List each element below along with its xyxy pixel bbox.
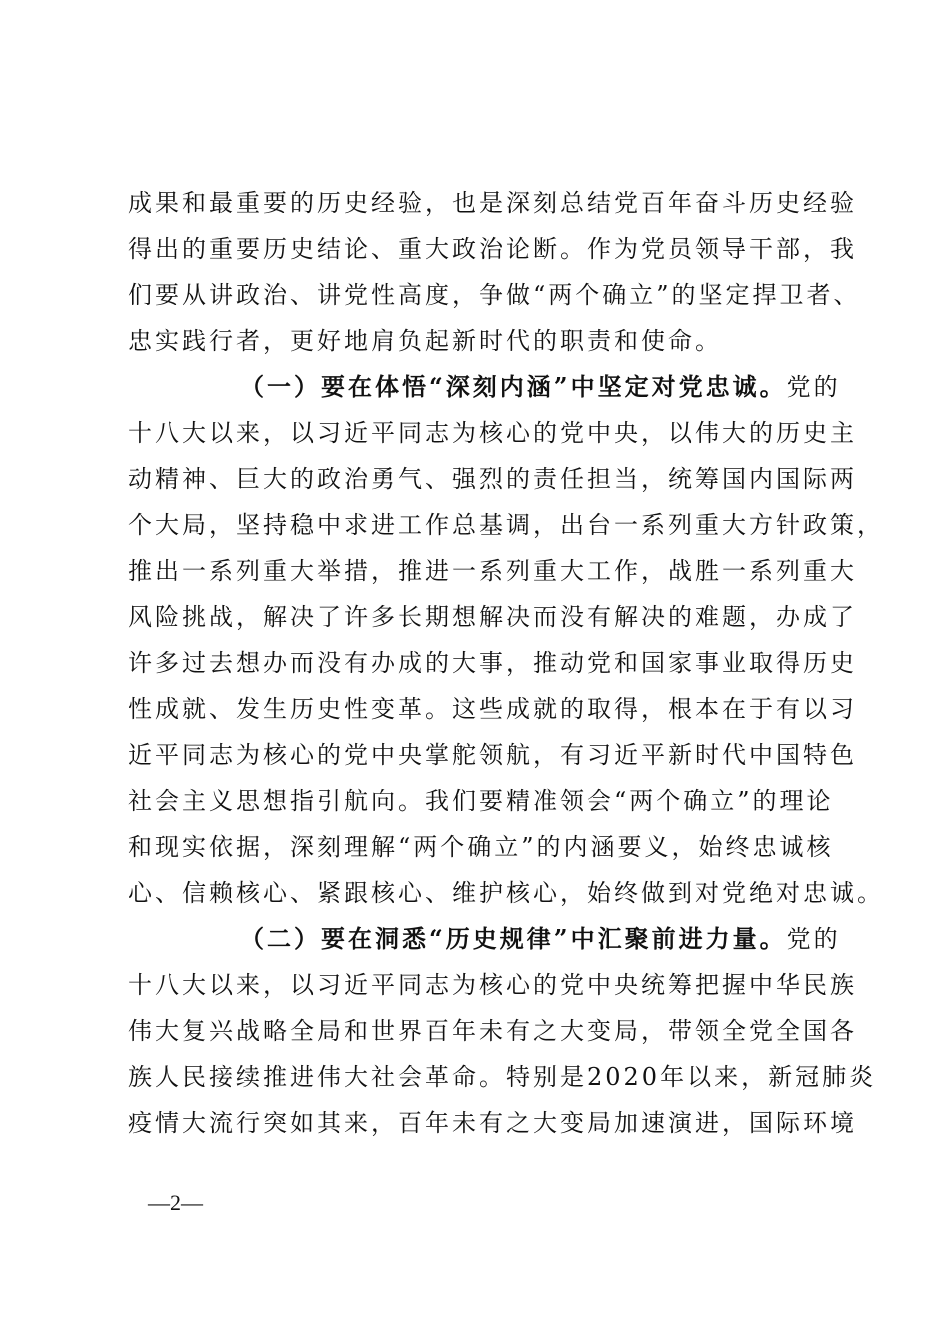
text-line: 动精神、巨大的政治勇气、强烈的责任担当，统筹国内国际两 xyxy=(128,465,857,493)
text-line: 风险挑战，解决了许多长期想解决而没有解决的难题，办成了 xyxy=(128,603,857,631)
text-line: 族人民接续推进伟大社会革命。特别是2020年以来，新冠肺炎 xyxy=(128,1063,877,1091)
text-line: 心、信赖核心、紧跟核心、维护核心，始终做到对党绝对忠诚。 xyxy=(128,879,884,907)
section-heading-line xyxy=(128,364,841,410)
text-line: 十八大以来，以习近平同志为核心的党中央统筹把握中华民族 xyxy=(128,971,857,999)
text-line: 十八大以来，以习近平同志为核心的党中央，以伟大的历史主 xyxy=(128,419,857,447)
text-line: 和现实依据，深刻理解“两个确立”的内涵要义，始终忠诚核 xyxy=(128,833,834,861)
text-line: 们要从讲政治、讲党性高度，争做“两个确立”的坚定捍卫者、 xyxy=(128,281,861,309)
text-line: 推出一系列重大举措，推进一系列重大工作，战胜一系列重大 xyxy=(128,557,857,585)
text-line: 社会主义思想指引航向。我们要精准领会“两个确立”的理论 xyxy=(128,787,834,815)
section-heading-line xyxy=(128,916,841,962)
section-heading-tail: 党的 xyxy=(786,373,841,401)
section-heading: （二）要在洞悉“历史规律”中汇聚前进力量。 xyxy=(240,924,787,953)
text-line: 得出的重要历史结论、重大政治论断。作为党员领导干部，我 xyxy=(128,235,857,263)
section-heading: （一）要在体悟“深刻内涵”中坚定对党忠诚。 xyxy=(240,372,787,401)
body-text xyxy=(128,180,884,1146)
text-line: 疫情大流行突如其来，百年未有之大变局加速演进，国际环境 xyxy=(128,1109,857,1137)
text-line: 近平同志为核心的党中央掌舵领航，有习近平新时代中国特色 xyxy=(128,741,857,769)
text-line: 成果和最重要的历史经验，也是深刻总结党百年奋斗历史经验 xyxy=(128,189,857,217)
section-heading-tail: 党的 xyxy=(786,925,841,953)
text-line: 伟大复兴战略全局和世界百年未有之大变局，带领全党全国各 xyxy=(128,1017,857,1045)
text-line: 忠实践行者，更好地肩负起新时代的职责和使命。 xyxy=(128,327,722,355)
text-line: 许多过去想办而没有办成的大事，推动党和国家事业取得历史 xyxy=(128,649,857,677)
text-line: 个大局，坚持稳中求进工作总基调，出台一系列重大方针政策， xyxy=(128,511,884,539)
page-number: —2— xyxy=(148,1190,203,1215)
text-line: 性成就、发生历史性变革。这些成就的取得，根本在于有以习 xyxy=(128,695,857,723)
